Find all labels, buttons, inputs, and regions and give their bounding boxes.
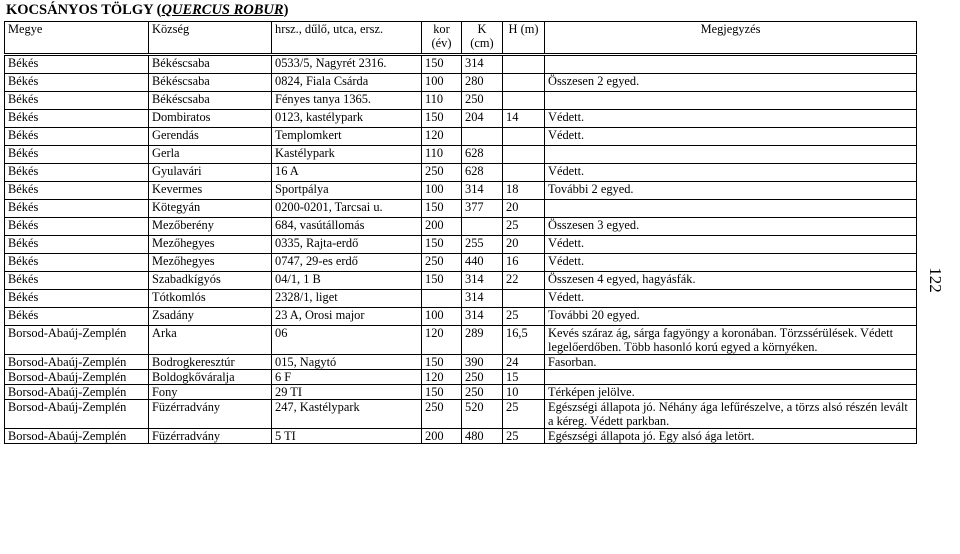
cell-hrsz: 04/1, 1 B — [272, 272, 422, 290]
cell-k: 314 — [462, 290, 503, 308]
cell-megjegyzes — [545, 92, 917, 110]
cell-megjegyzes: Védett. — [545, 128, 917, 146]
cell-kozseg: Békéscsaba — [149, 74, 272, 92]
cell-hrsz: 0335, Rajta-erdő — [272, 236, 422, 254]
cell-megjegyzes: Összesen 3 egyed. — [545, 218, 917, 236]
table-row — [5, 182, 917, 200]
cell-kor: 250 — [422, 164, 462, 182]
cell-k: 250 — [462, 92, 503, 110]
cell-kor: 150 — [422, 385, 462, 400]
cell-megye: Borsod-Abaúj-Zemplén — [5, 385, 149, 400]
cell-k: 390 — [462, 355, 503, 370]
cell-k: 255 — [462, 236, 503, 254]
header-megye: Megye — [5, 22, 149, 55]
cell-h: 14 — [503, 110, 545, 128]
cell-kozseg: Füzérradvány — [149, 429, 272, 444]
cell-h: 10 — [503, 385, 545, 400]
table-row — [5, 110, 917, 128]
cell-kozseg: Békéscsaba — [149, 92, 272, 110]
cell-megye: Békés — [5, 218, 149, 236]
cell-kor: 100 — [422, 308, 462, 326]
cell-h — [503, 128, 545, 146]
cell-hrsz: 23 A, Orosi major — [272, 308, 422, 326]
cell-megye: Békés — [5, 128, 149, 146]
cell-megjegyzes: Védett. — [545, 290, 917, 308]
cell-megye: Békés — [5, 146, 149, 164]
cell-hrsz: Kastélypark — [272, 146, 422, 164]
cell-h: 15 — [503, 370, 545, 385]
cell-hrsz: Fényes tanya 1365. — [272, 92, 422, 110]
cell-kozseg: Mezőhegyes — [149, 236, 272, 254]
cell-k: 480 — [462, 429, 503, 444]
table-header-row — [5, 22, 917, 55]
table-row — [5, 272, 917, 290]
cell-hrsz: 0200-0201, Tarcsai u. — [272, 200, 422, 218]
cell-megye: Békés — [5, 272, 149, 290]
cell-h: 20 — [503, 236, 545, 254]
table-row — [5, 370, 917, 385]
cell-kor: 150 — [422, 55, 462, 74]
cell-k: 314 — [462, 55, 503, 74]
cell-k: 314 — [462, 308, 503, 326]
cell-kor: 110 — [422, 146, 462, 164]
cell-k — [462, 128, 503, 146]
cell-hrsz: 684, vasútállomás — [272, 218, 422, 236]
cell-kozseg: Gyulavári — [149, 164, 272, 182]
cell-k: 314 — [462, 182, 503, 200]
cell-h: 25 — [503, 218, 545, 236]
cell-kor: 120 — [422, 326, 462, 355]
cell-h: 16 — [503, 254, 545, 272]
cell-h — [503, 55, 545, 74]
cell-megjegyzes: Védett. — [545, 164, 917, 182]
cell-h — [503, 164, 545, 182]
cell-megjegyzes: Térképen jelölve. — [545, 385, 917, 400]
cell-h: 20 — [503, 200, 545, 218]
cell-megjegyzes — [545, 55, 917, 74]
cell-kozseg: Mezőhegyes — [149, 254, 272, 272]
cell-k: 250 — [462, 370, 503, 385]
cell-hrsz: Templomkert — [272, 128, 422, 146]
cell-megjegyzes — [545, 200, 917, 218]
cell-kozseg: Békéscsaba — [149, 55, 272, 74]
cell-k: 204 — [462, 110, 503, 128]
cell-megjegyzes: További 2 egyed. — [545, 182, 917, 200]
cell-megye: Békés — [5, 164, 149, 182]
cell-kor: 100 — [422, 74, 462, 92]
table-body — [5, 55, 917, 444]
cell-hrsz: 29 TI — [272, 385, 422, 400]
cell-hrsz: Sportpálya — [272, 182, 422, 200]
cell-megjegyzes: Összesen 4 egyed, hagyásfák. — [545, 272, 917, 290]
cell-megye: Békés — [5, 55, 149, 74]
cell-kor: 150 — [422, 236, 462, 254]
cell-kor — [422, 290, 462, 308]
cell-megjegyzes: Védett. — [545, 236, 917, 254]
page-title — [6, 2, 288, 19]
cell-kozseg: Kötegyán — [149, 200, 272, 218]
cell-megye: Békés — [5, 290, 149, 308]
cell-hrsz: 0533/5, Nagyrét 2316. — [272, 55, 422, 74]
cell-k: 314 — [462, 272, 503, 290]
cell-h — [503, 74, 545, 92]
table-row — [5, 200, 917, 218]
cell-kozseg: Mezőberény — [149, 218, 272, 236]
table-row — [5, 385, 917, 400]
cell-kor: 250 — [422, 400, 462, 429]
table-row — [5, 92, 917, 110]
cell-megye: Békés — [5, 182, 149, 200]
cell-megjegyzes — [545, 146, 917, 164]
cell-kozseg: Gerla — [149, 146, 272, 164]
title-main: KOCSÁNYOS TÖLGY ( — [6, 2, 162, 18]
table-row — [5, 74, 917, 92]
cell-k: 440 — [462, 254, 503, 272]
cell-megye: Borsod-Abaúj-Zemplén — [5, 355, 149, 370]
table-row — [5, 326, 917, 355]
table-row — [5, 308, 917, 326]
cell-h — [503, 290, 545, 308]
cell-megjegyzes: Kevés száraz ág, sárga fagyöngy a koronában. Törzssérülések. Védett legelőerdőben. Több hasonló korú egyed a környéken. — [545, 326, 917, 355]
cell-kozseg: Szabadkígyós — [149, 272, 272, 290]
cell-kozseg: Fony — [149, 385, 272, 400]
cell-hrsz: 0123, kastélypark — [272, 110, 422, 128]
header-kozseg: Község — [149, 22, 272, 55]
cell-hrsz: 247, Kastélypark — [272, 400, 422, 429]
table-row — [5, 254, 917, 272]
table-row — [5, 146, 917, 164]
cell-kozseg: Dombiratos — [149, 110, 272, 128]
cell-megye: Békés — [5, 236, 149, 254]
title-latin-name: QUERCUS ROBUR — [161, 2, 284, 18]
cell-h — [503, 92, 545, 110]
cell-h: 25 — [503, 429, 545, 444]
header-k: K (cm) — [462, 22, 503, 55]
cell-hrsz: 5 TI — [272, 429, 422, 444]
cell-k: 520 — [462, 400, 503, 429]
table-row — [5, 355, 917, 370]
cell-megye: Borsod-Abaúj-Zemplén — [5, 370, 149, 385]
cell-kor: 150 — [422, 272, 462, 290]
table-row — [5, 55, 917, 74]
cell-hrsz: 015, Nagytó — [272, 355, 422, 370]
cell-kozseg: Bodrogkeresztúr — [149, 355, 272, 370]
cell-kozseg: Kevermes — [149, 182, 272, 200]
header-h: H (m) — [503, 22, 545, 55]
table-row — [5, 290, 917, 308]
cell-k: 628 — [462, 164, 503, 182]
cell-kor: 120 — [422, 128, 462, 146]
cell-megjegyzes — [545, 370, 917, 385]
cell-megjegyzes: Egészségi állapota jó. Egy alsó ága letört. — [545, 429, 917, 444]
cell-k: 280 — [462, 74, 503, 92]
cell-kozseg: Zsadány — [149, 308, 272, 326]
cell-h: 22 — [503, 272, 545, 290]
cell-megye: Borsod-Abaúj-Zemplén — [5, 400, 149, 429]
cell-h: 16,5 — [503, 326, 545, 355]
cell-hrsz: 2328/1, liget — [272, 290, 422, 308]
cell-kor: 110 — [422, 92, 462, 110]
title-close: ) — [283, 2, 289, 18]
cell-h: 25 — [503, 308, 545, 326]
cell-h: 25 — [503, 400, 545, 429]
cell-megye: Borsod-Abaúj-Zemplén — [5, 429, 149, 444]
cell-k — [462, 218, 503, 236]
cell-kor: 200 — [422, 429, 462, 444]
cell-h: 24 — [503, 355, 545, 370]
table-row — [5, 128, 917, 146]
cell-megye: Békés — [5, 110, 149, 128]
table-row — [5, 429, 917, 444]
cell-megye: Békés — [5, 74, 149, 92]
cell-kozseg: Tótkomlós — [149, 290, 272, 308]
cell-h — [503, 146, 545, 164]
cell-hrsz: 0824, Fiala Csárda — [272, 74, 422, 92]
table-row — [5, 236, 917, 254]
table-row — [5, 164, 917, 182]
cell-kor: 150 — [422, 200, 462, 218]
cell-kor: 120 — [422, 370, 462, 385]
cell-kozseg: Boldogkőváralja — [149, 370, 272, 385]
header-hrsz: hrsz., dűlő, utca, ersz. — [272, 22, 422, 55]
cell-kor: 100 — [422, 182, 462, 200]
cell-megjegyzes: Összesen 2 egyed. — [545, 74, 917, 92]
cell-h: 18 — [503, 182, 545, 200]
table-row — [5, 218, 917, 236]
cell-kozseg: Füzérradvány — [149, 400, 272, 429]
cell-k: 628 — [462, 146, 503, 164]
cell-kor: 150 — [422, 355, 462, 370]
cell-megye: Békés — [5, 200, 149, 218]
cell-megjegyzes: Védett. — [545, 110, 917, 128]
cell-k: 289 — [462, 326, 503, 355]
table-row — [5, 400, 917, 429]
cell-k: 250 — [462, 385, 503, 400]
cell-k: 377 — [462, 200, 503, 218]
cell-megye: Békés — [5, 92, 149, 110]
cell-kor: 250 — [422, 254, 462, 272]
cell-hrsz: 0747, 29-es erdő — [272, 254, 422, 272]
cell-megjegyzes: Védett. — [545, 254, 917, 272]
cell-megjegyzes: Fasorban. — [545, 355, 917, 370]
cell-megye: Borsod-Abaúj-Zemplén — [5, 326, 149, 355]
cell-kor: 200 — [422, 218, 462, 236]
tree-table — [4, 21, 917, 444]
cell-megye: Békés — [5, 254, 149, 272]
cell-hrsz: 6 F — [272, 370, 422, 385]
header-megjegyzes: Megjegyzés — [545, 22, 917, 55]
cell-megjegyzes: Egészségi állapota jó. Néhány ága lefűrészelve, a törzs alsó részén levált a kéreg. Védett parkban. — [545, 400, 917, 429]
page-number: 122 — [925, 267, 945, 293]
cell-kor: 150 — [422, 110, 462, 128]
cell-hrsz: 06 — [272, 326, 422, 355]
cell-kozseg: Gerendás — [149, 128, 272, 146]
cell-megye: Békés — [5, 308, 149, 326]
cell-megjegyzes: További 20 egyed. — [545, 308, 917, 326]
cell-kozseg: Arka — [149, 326, 272, 355]
header-kor: kor (év) — [422, 22, 462, 55]
cell-hrsz: 16 A — [272, 164, 422, 182]
